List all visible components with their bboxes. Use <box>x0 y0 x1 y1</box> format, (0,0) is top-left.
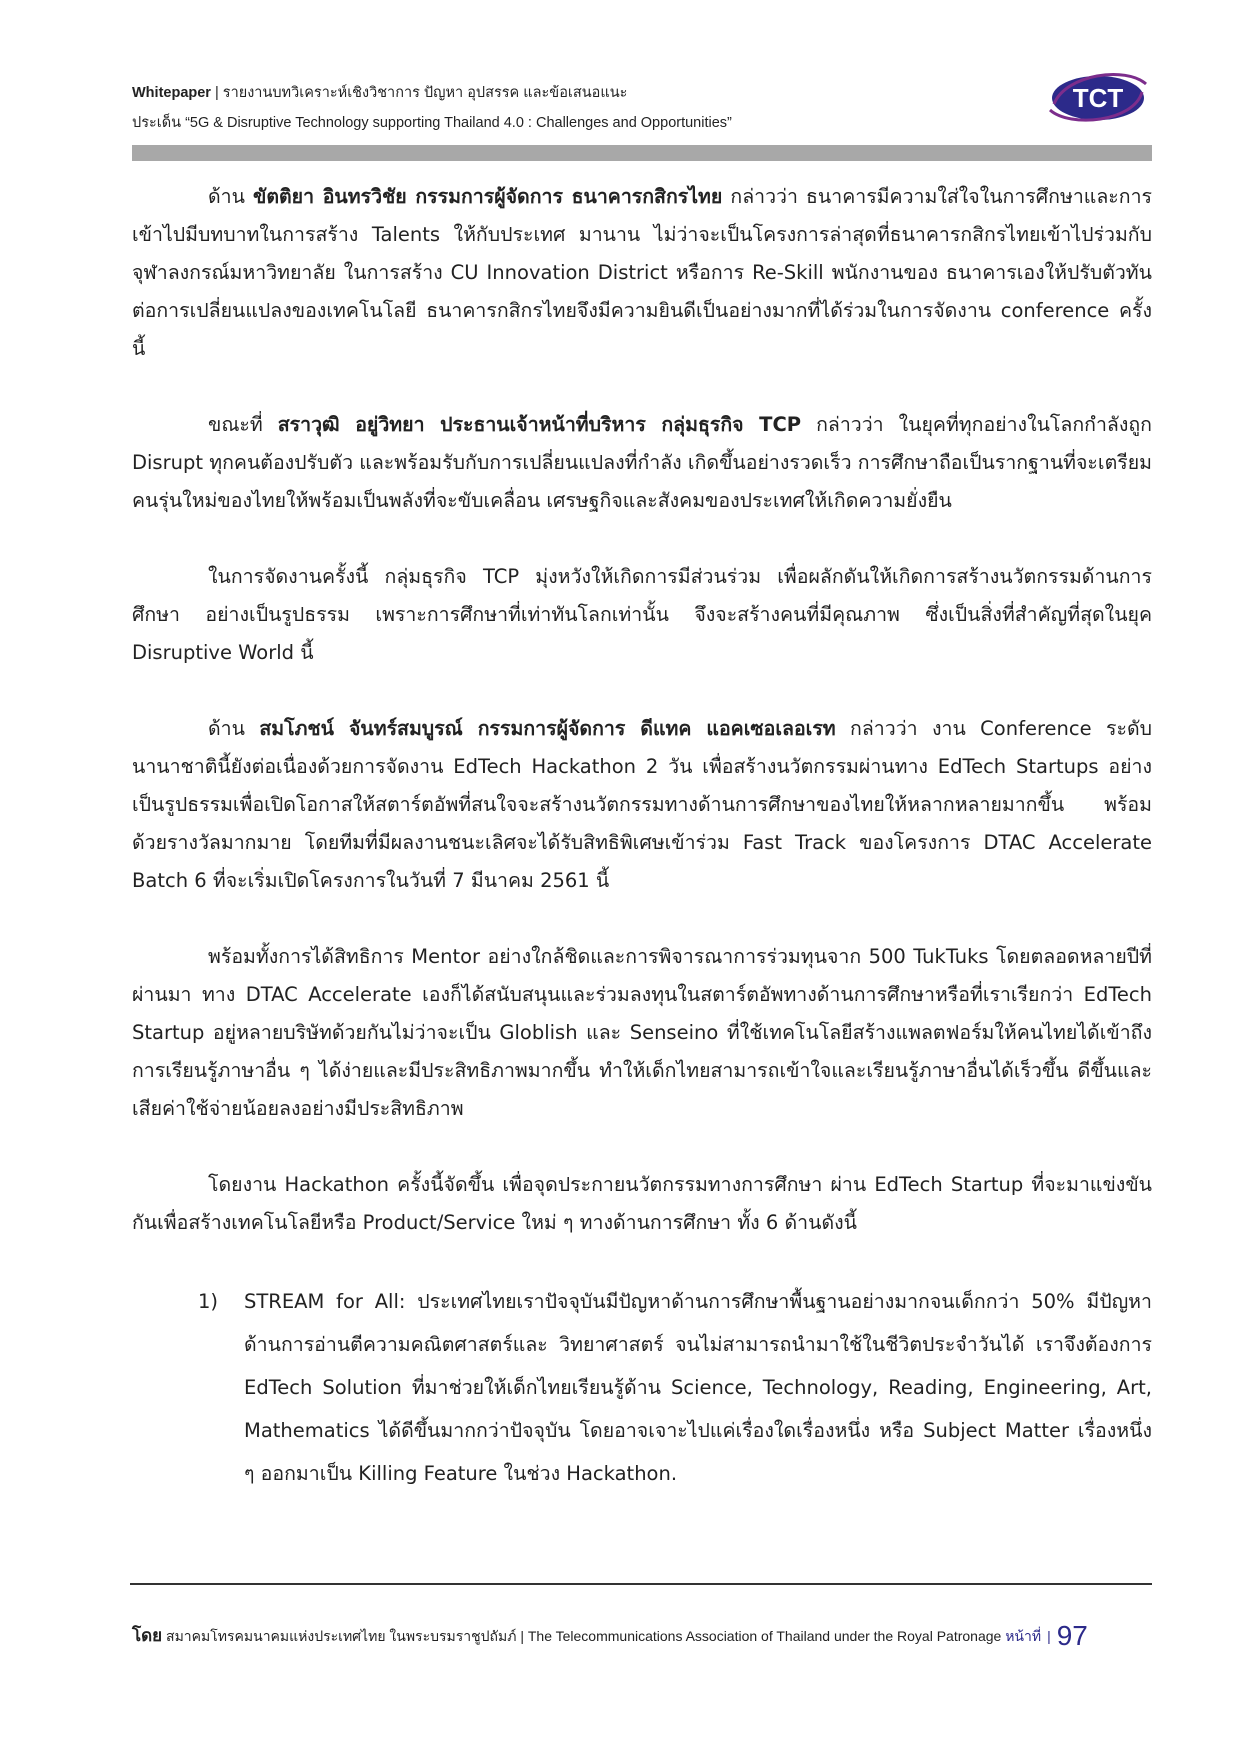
header-divider-bar <box>132 145 1152 161</box>
logo-text: TCT <box>1072 83 1124 113</box>
paragraph-sarawut <box>132 406 1152 520</box>
list-item <box>198 1280 1152 1495</box>
paragraph-lead: ด้าน <box>208 717 260 740</box>
main-content <box>132 178 1152 1495</box>
page-footer <box>132 1620 1156 1660</box>
tct-logo <box>1046 66 1150 126</box>
speaker-name: ขัตติยา อินทรวิชัย กรรมการผู้จัดการ ธนาคารกสิกรไทย <box>253 185 723 208</box>
page-number: 97 <box>1056 1620 1088 1651</box>
speaker-name: สมโภชน์ จันทร์สมบูรณ์ กรรมการผู้จัดการ ดีแทค แอคเซอเลอเรท <box>259 717 836 740</box>
header-line-1 <box>132 78 1032 108</box>
page-label: หน้าที่ <box>1005 1628 1042 1644</box>
paragraph-text: ในการจัดงานครั้งนี้ กลุ่มธุรกิจ TCP มุ่งหวังให้เกิดการมีส่วนร่วม เพื่อผลักดันให้เกิดการสร้างนวัตกรรมด้านการศึกษา อย่างเป็นรูปธรรม เพราะการศึกษาที่เท่าทันโลกเท่านั้น จึงจะสร้างคนที่มีคุณภาพ ซึ่งเป็นสิ่งที่สำคัญที่สุดในยุค Disruptive World นี้ <box>132 565 1152 664</box>
page-separator: | <box>1047 1628 1051 1644</box>
list-text: STREAM for All: ประเทศไทยเราปัจจุบันมีปัญหาด้านการศึกษาพื้นฐานอย่างมากจนเด็กกว่า 50% มีปัญหาด้านการอ่านตีความคณิตศาสตร์และ วิทยาศาสตร์ จนไม่สามารถนำมาใช้ในชีวิตประจำวันได้ เราจึงต้องการ EdTech Solution ที่มาช่วยให้เด็กไทยเรียนรู้ด้าน Science, Technology, Reading, Engineering, Art, Mathematics ได้ดีขึ้นมากกว่าปัจจุบัน โดยอาจเจาะไปแค่เรื่องใดเรื่องหนึ่ง หรือ Subject Matter เรื่องหนึ่ง ๆ ออกมาเป็น Killing Feature ในช่วง Hackathon. <box>244 1290 1152 1485</box>
paragraph-text: พร้อมทั้งการได้สิทธิการ Mentor อย่างใกล้ชิดและการพิจารณาการร่วมทุนจาก 500 TukTuks โดยตลอดหลายปีที่ผ่านมา ทาง DTAC Accelerate เองก็ได้สนับสนุนและร่วมลงทุนในสตาร์ตอัพทางด้านการศึกษาหรือที่เราเรียกว่า EdTech Startup อยู่หลายบริษัทด้วยกันไม่ว่าจะเป็น Globlish และ Senseino ที่ใช้เทคโนโลยีสร้างแพลตฟอร์มให้คนไทยได้เข้าถึงการเรียนรู้ภาษาอื่น ๆ ได้ง่ายและมีประสิทธิภาพมากขึ้น ทำให้เด็กไทยสามารถเข้าใจและเรียนรู้ภาษาอื่นได้เร็วขึ้น ดีขึ้นและเสียค่าใช้จ่ายน้อยลงอย่างมีประสิทธิภาพ <box>132 945 1152 1120</box>
speaker-name: สราวุฒิ อยู่วิทยา ประธานเจ้าหน้าที่บริหาร กลุ่มธุรกิจ TCP <box>277 413 802 436</box>
header-subtitle: รายงานบทวิเคราะห์เชิงวิชาการ ปัญหา อุปสรรค และข้อเสนอแนะ <box>222 85 628 101</box>
paragraph-text: กล่าวว่า ในยุคที่ทุกอย่างในโลกกำลังถูก Disrupt ทุกคนต้องปรับตัว และพร้อมรับกับการเปลี่ยนแปลงที่กำลัง เกิดขึ้นอย่างรวดเร็ว การศึกษาถือเป็นรากฐานที่จะเตรียมคนรุ่นใหม่ของไทยให้พร้อมเป็นพลังที่จะขับเคลื่อน เศรษฐกิจและสังคมของประเทศให้เกิดความยั่งยืน <box>132 413 1152 512</box>
footer-separator: | <box>520 1628 524 1644</box>
footer-by: โดย <box>132 1626 163 1645</box>
paragraph-text: กล่าวว่า งาน Conference ระดับนานาชาตินี้ยังต่อเนื่องด้วยการจัดงาน EdTech Hackathon 2 วัน เพื่อสร้างนวัตกรรมผ่านทาง EdTech Startups อย่างเป็นรูปธรรมเพื่อเปิดโอกาสให้สตาร์ตอัพที่สนใจจะสร้างนวัตกรรมทางด้านการศึกษาของไทยให้หลากหลายมากขึ้น พร้อมด้วยรางวัลมากมาย โดยทีมที่มีผลงานชนะเลิศจะได้รับสิทธิพิเศษเข้าร่วม Fast Track ของโครงการ DTAC Accelerate Batch 6 ที่จะเริ่มเปิดโครงการในวันที่ 7 มีนาคม 2561 นี้ <box>132 717 1152 892</box>
paragraph-sompoch <box>132 710 1152 900</box>
header-brand: Whitepaper <box>132 85 211 101</box>
page-header <box>132 78 1032 138</box>
paragraph-lead: ด้าน <box>208 185 254 208</box>
topic-list <box>132 1280 1152 1495</box>
header-topic: ประเด็น “5G & Disruptive Technology supporting Thailand 4.0 : Challenges and Opportunities” <box>132 115 732 131</box>
paragraph-lead: ขณะที่ <box>208 413 278 436</box>
footer-divider <box>130 1583 1152 1585</box>
paragraph-tcp <box>132 558 1152 672</box>
list-number: 1) <box>198 1290 219 1313</box>
footer-org-th: สมาคมโทรคมนาคมแห่งประเทศไทย ในพระบรมราชูปถัมภ์ <box>166 1628 517 1644</box>
paragraph-text: โดยงาน Hackathon ครั้งนี้จัดขึ้น เพื่อจุดประกายนวัตกรรมทางการศึกษา ผ่าน EdTech Startup ที่จะมาแข่งขันกันเพื่อสร้างเทคโนโลยีหรือ Product/Service ใหม่ ๆ ทางด้านการศึกษา ทั้ง 6 ด้านดังนี้ <box>132 1173 1152 1234</box>
paragraph-kattiya <box>132 178 1152 368</box>
footer-org-en: The Telecommunications Association of Thailand under the Royal Patronage <box>527 1628 1002 1644</box>
paragraph-text: กล่าวว่า ธนาคารมีความใส่ใจในการศึกษาและการเข้าไปมีบทบาทในการสร้าง Talents ให้กับประเทศ มานาน ไม่ว่าจะเป็นโครงการล่าสุดที่ธนาคารกสิกรไทยเข้าไปร่วมกับจุฬาลงกรณ์มหาวิทยาลัย ในการสร้าง CU Innovation District หรือการ Re-Skill พนักงานของ ธนาคารเองให้ปรับตัวทันต่อการเปลี่ยนแปลงของเทคโนโลยี ธนาคารกสิกรไทยจึงมีความยินดีเป็นอย่างมากที่ได้ร่วมในการจัดงาน conference ครั้งนี้ <box>132 185 1152 360</box>
paragraph-hackathon <box>132 1166 1152 1242</box>
paragraph-mentor <box>132 938 1152 1128</box>
header-separator: | <box>214 85 219 101</box>
